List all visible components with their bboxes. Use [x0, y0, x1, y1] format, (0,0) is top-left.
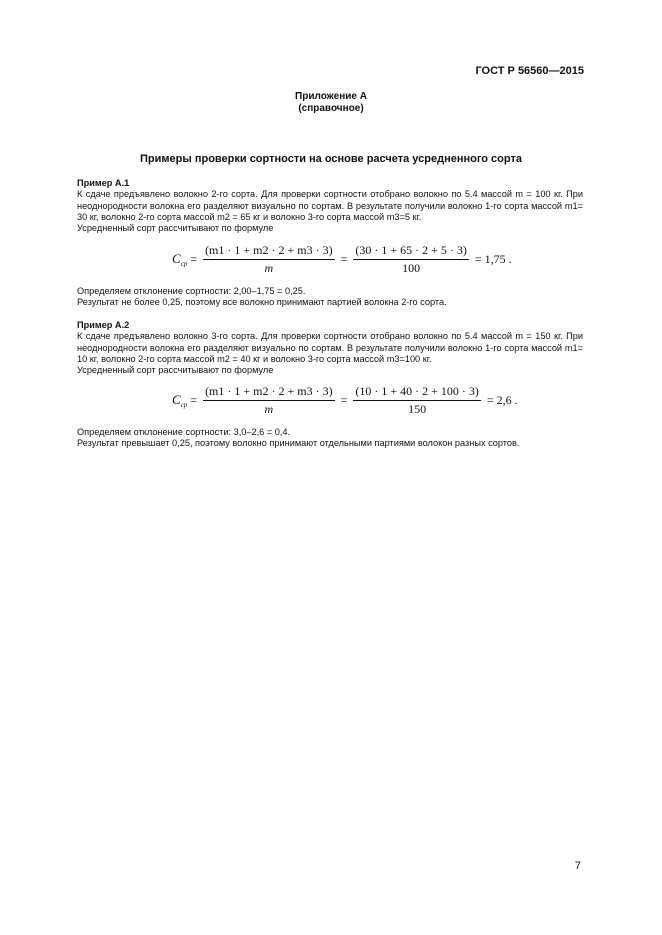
example-2-conclusion	[77, 427, 583, 450]
example-1-result: Результат не более 0,25, поэтому все волокно принимают партией волокна 2-го сорта.	[77, 297, 447, 308]
appendix-title: Приложение А	[295, 91, 367, 102]
example-2-deviation: Определяем отклонение сортности: 3,0–2,6 = 0,4.	[77, 427, 291, 437]
example-2-text	[77, 320, 583, 376]
example-2-numeric-fraction: $\frac{(10 \cdot 1 + 40 \cdot 2 + 100 \cdot 3)}{150}$	[355, 384, 479, 416]
example-2-formula: $C_{ср}$ = $\frac{(m1 \cdot 1 + m2 \cdot 2 + m3 \cdot 3)}{m}$ = $\frac{(10 \cdot 1 + 40 \cdot 2 + 100 \cdot 3)}{150}$ = 2,6 .	[172, 384, 518, 416]
section-title: Примеры проверки сортности на основе расчета усредненного сорта	[140, 153, 522, 165]
example-2-result: Результат превышает 0,25, поэтому волокно принимают отдельными партиями волокон разных сортов.	[77, 438, 520, 449]
example-1-conclusion	[77, 286, 583, 309]
example-1-heading: Пример А.1	[77, 178, 130, 188]
example-1-formula-intro: Усредненный сорт рассчитывают по формуле	[77, 223, 274, 234]
example-2-heading: Пример А.2	[77, 320, 130, 330]
appendix-subtitle: (справочное)	[298, 103, 364, 114]
doc-code: ГОСТ Р 56560—2015	[475, 65, 584, 77]
example-1-formula: $C_{ср}$ = $\frac{(m1 \cdot 1 + m2 \cdot 2 + m3 \cdot 3)}{m}$ = $\frac{(30 \cdot 1 + 65 \cdot 2 + 5 \cdot 3)}{100}$ = 1,75 .	[172, 243, 512, 275]
example-1-paragraph: К сдаче предъявлено волокно 2-го сорта. Для проверки сортности отобрано волокно по 5.4 массой m = 100 кг. При неоднородности волокна его разделяют визуально по сортам. В результате получили волокно 1-го сорта массой m1= 30 кг, волокно 2-го сорта массой m2 = 65 кг и волокно 3-го сорта массой m3=5 кг.	[77, 189, 583, 222]
page-number: 7	[574, 860, 581, 872]
example-2-general-fraction: $\frac{(m1 \cdot 1 + m2 \cdot 2 + m3 \cdot 3)}{m}$	[205, 384, 333, 416]
example-2-formula-intro: Усредненный сорт рассчитывают по формуле	[77, 365, 274, 376]
example-1-text	[77, 178, 583, 234]
example-1-deviation: Определяем отклонение сортности: 2,00–1,75 = 0,25.	[77, 286, 306, 296]
example-2-paragraph: К сдаче предъявлено волокно 3-го сорта. Для проверки сортности отобрано волокно по 5.4 массой m = 150 кг. При неоднородности волокна его разделяют визуально по сортам. В результате получили волокно 1-го сорта массой m1= 10 кг, волокно 2-го сорта массой m2 = 40 кг и волокно 3-го сорта массой m3=100 кг.	[77, 331, 583, 364]
appendix-heading	[0, 91, 662, 115]
example-1-numeric-fraction: $\frac{(30 \cdot 1 + 65 \cdot 2 + 5 \cdot 3)}{100}$	[355, 243, 467, 275]
example-1-general-fraction: $\frac{(m1 \cdot 1 + m2 \cdot 2 + m3 \cdot 3)}{m}$	[205, 243, 333, 275]
